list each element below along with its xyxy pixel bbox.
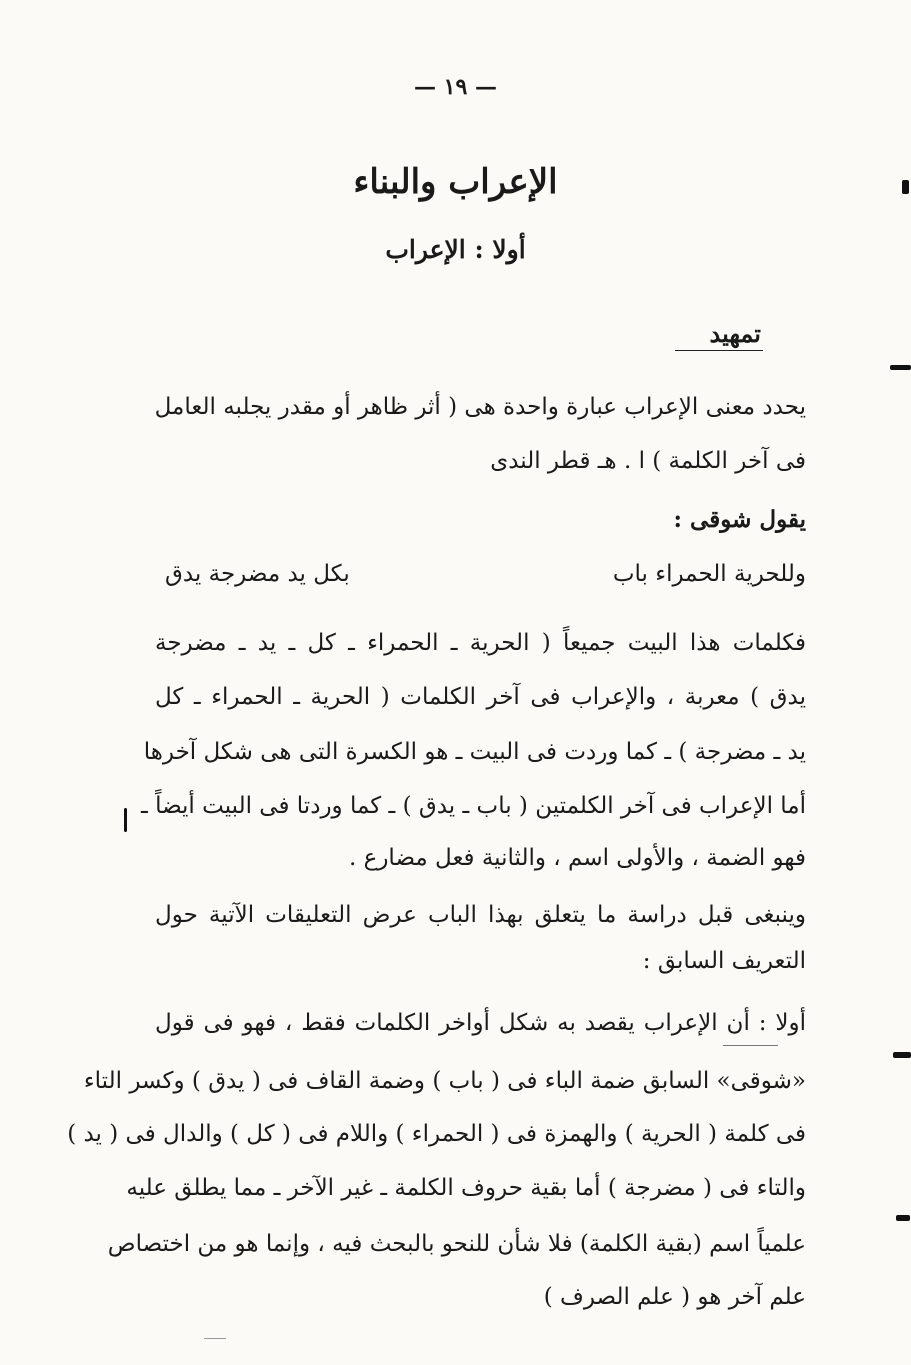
paragraph-line: علم آخر هو ( علم الصرف ) [543, 1284, 806, 1310]
heading-underline [675, 350, 763, 351]
scan-mark [902, 180, 909, 194]
paragraph-line: وينبغى قبل دراسة ما يتعلق بهذا الباب عرض التعليقات الآتية حول [155, 902, 806, 928]
paragraph-line: أما الإعراب فى آخر الكلمتين ( باب ـ يدق ) ـ كما وردتا فى البيت أيضاً ـ [141, 793, 806, 819]
paragraph-line: فكلمات هذا البيت جميعاً ( الحرية ـ الحمراء ـ كل ـ يد ـ مضرجة [155, 630, 806, 656]
verse-second-hemistich: بكل يد مضرجة يدق [165, 561, 350, 587]
section-heading: تمهيد [709, 319, 761, 348]
paragraph-line: يدق ) معربة ، والإعراب فى آخر الكلمات ( الحرية ـ الحمراء ـ كل [155, 684, 806, 710]
paragraph-line: والتاء فى ( مضرجة ) أما بقية حروف الكلمة ـ غير الآخر ـ مما يطلق عليه [126, 1175, 806, 1201]
paragraph-line: فى آخر الكلمة ) ا . هـ قطر الندى [490, 448, 806, 474]
underline-mark [723, 1045, 778, 1046]
section-subtitle: أولا : الإعراب [385, 235, 526, 264]
paragraph-line: يد ـ مضرجة ) ـ كما وردت فى البيت ـ هو الكسرة التى هى شكل آخرها [143, 739, 806, 765]
paragraph-line: فهو الضمة ، والأولى اسم ، والثانية فعل مضارع . [348, 845, 806, 871]
paragraph-line: «شوقى» السابق ضمة الباء فى ( باب ) وضمة القاف فى ( يدق ) وكسر التاء [83, 1068, 806, 1094]
paragraph-line: أولا : أن الإعراب يقصد به شكل أواخر الكلمات فقط ، فهو فى قول [155, 1010, 806, 1036]
scan-mark [124, 808, 127, 832]
page-number: — ١٩ — [414, 74, 497, 100]
paragraph-line: يحدد معنى الإعراب عبارة واحدة هى ( أثر ظاهر أو مقدر يجلبه العامل [154, 394, 806, 420]
paragraph-line: يقول شوقى : [673, 506, 806, 533]
paragraph-line: فى كلمة ( الحرية ) والهمزة فى ( الحمراء ) واللام فى ( كل ) والدال فى ( يد ) [67, 1121, 806, 1147]
scan-mark [890, 365, 911, 370]
scan-mark [896, 1215, 910, 1221]
paragraph-line: علمياً اسم (بقية الكلمة) فلا شأن للنحو بالبحث فيه ، وإنما هو من اختصاص [107, 1231, 806, 1257]
verse-first-hemistich: وللحرية الحمراء باب [612, 561, 806, 587]
page-title: الإعراب والبناء [353, 162, 558, 202]
scan-mark [893, 1052, 911, 1058]
poetry-verse [165, 563, 806, 586]
paragraph-line: التعريف السابق : [642, 948, 806, 974]
scan-mark [204, 1338, 226, 1339]
